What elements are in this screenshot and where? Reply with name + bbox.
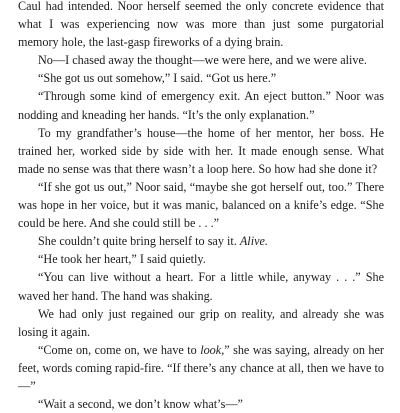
paragraph-text: “He took her heart,” I said quietly. — [38, 252, 206, 267]
paragraph — [18, 395, 384, 413]
paragraph — [18, 0, 384, 51]
paragraph — [18, 178, 384, 232]
paragraph — [18, 305, 384, 341]
paragraph-text: “Come on, come on, we have to — [38, 342, 201, 357]
paragraph — [18, 341, 384, 395]
paragraph — [18, 232, 384, 250]
paragraph-text: “Through some kind of emergency exit. An eject button.” Noor was nodding and kneading her hands. “It’s the only explanation.” — [18, 89, 384, 122]
paragraph-text: To my grandfather’s house—the home of her mentor, her boss. He trained her, worked side by side with her. It made enough sense. What made no sense was that there wasn’t a loop here. So how had she done it? — [18, 125, 384, 176]
paragraph-text: No—I chased away the thought—we were here, and we were alive. — [38, 53, 367, 68]
paragraph-text: She couldn’t quite bring herself to say it. — [38, 234, 240, 249]
paragraph — [18, 268, 384, 304]
paragraph-text: ,” she was saying, already on her feet, words coming rapid-fire. “If there’s any chance at all, then we have to—” — [18, 342, 384, 393]
paragraph-text: “If she got us out,” Noor said, “maybe she got herself out, too.” There was hope in her voice, but it was manic, balanced on a knife’s edge. “She could be here. And she could still be . . .” — [18, 179, 384, 231]
paragraph-text: We had only just regained our grip on reality, and already she was losing it again. — [18, 306, 384, 339]
paragraph-text: “Wait a second, we don’t know what’s—” — [38, 397, 243, 412]
emphasized-text: Alive. — [239, 234, 268, 249]
paragraph — [18, 87, 384, 123]
paragraph — [18, 51, 384, 69]
paragraph-text: “You can live without a heart. For a little while, anyway . . .” She waved her hand. The hand was shaking. — [18, 270, 384, 303]
emphasized-text: look — [200, 342, 222, 357]
paragraph-text: “She got us out somehow,” I said. “Got us here.” — [38, 71, 277, 86]
paragraph — [18, 124, 384, 178]
body-text — [18, 0, 384, 413]
paragraph — [18, 69, 384, 87]
paragraph-text: Caul had intended. Noor herself seemed the only concrete evidence that what I was experiencing now was more than just some purgatorial memory hole, the last-gasp fireworks of a dying brain. — [18, 0, 384, 50]
paragraph — [18, 250, 384, 268]
